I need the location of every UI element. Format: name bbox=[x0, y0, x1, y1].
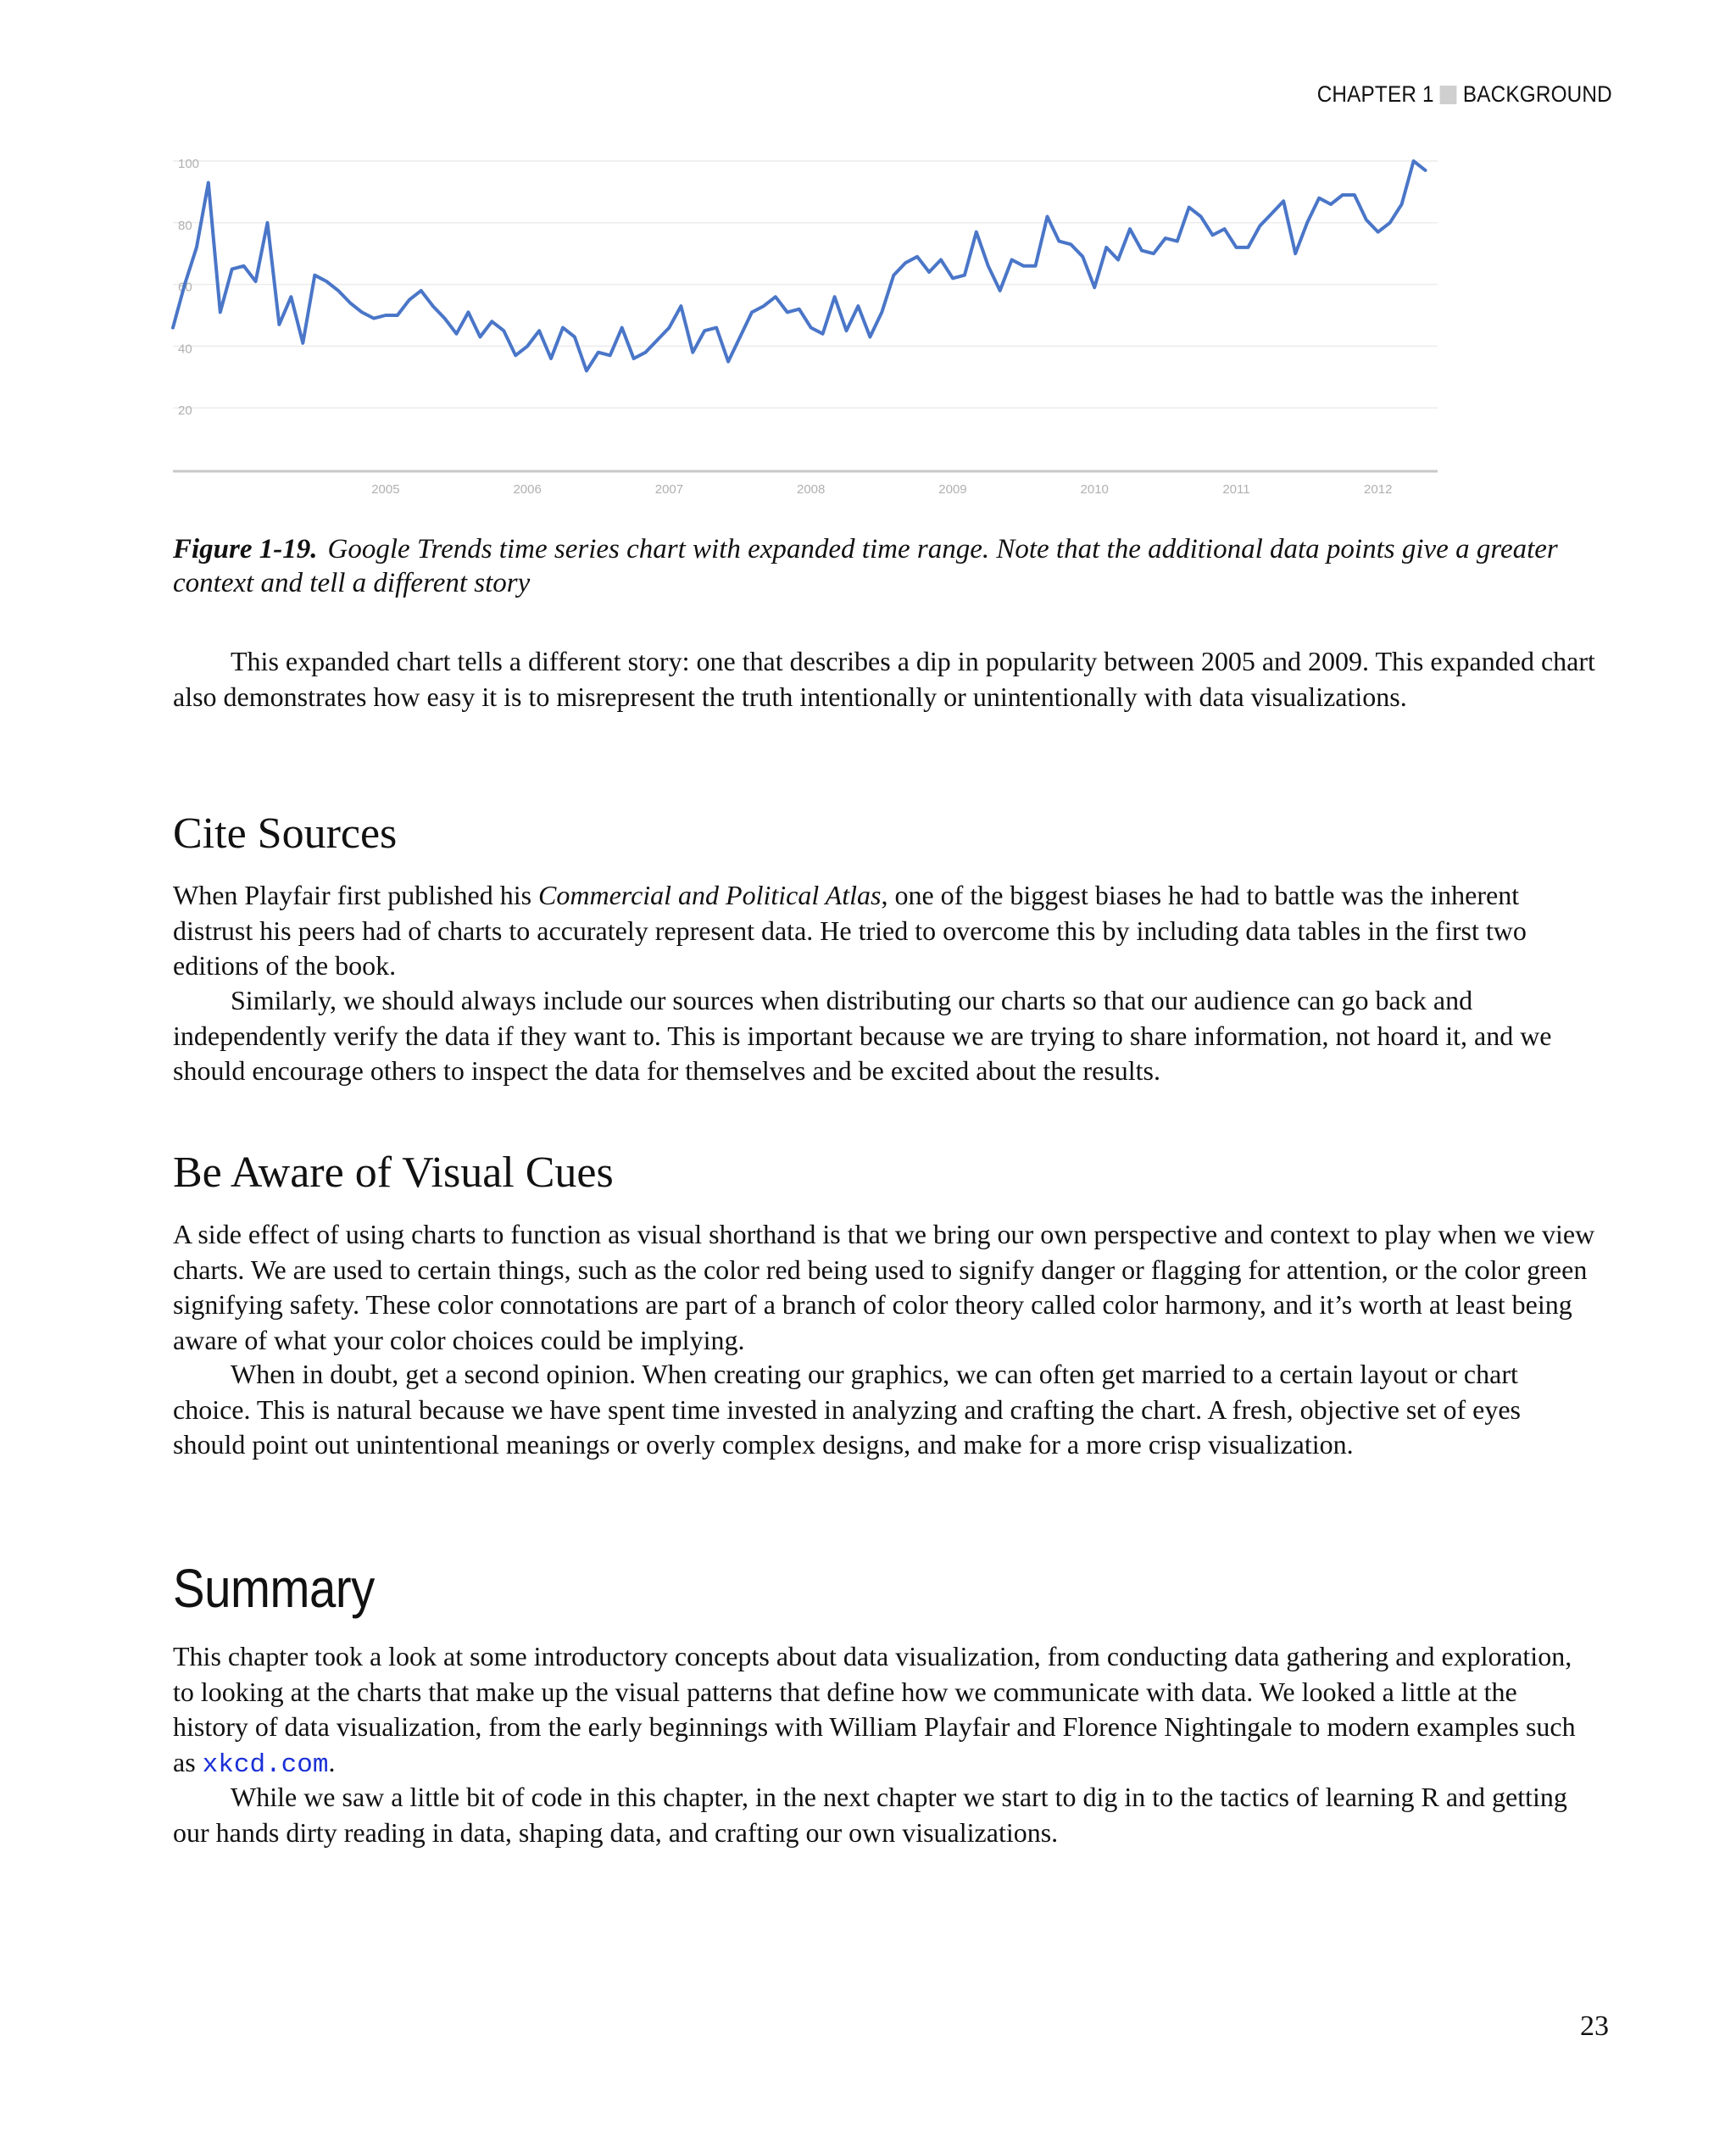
x-tick-label-2012: 2012 bbox=[1364, 482, 1393, 497]
google-trends-chart bbox=[166, 151, 1446, 507]
x-tick-label-2009: 2009 bbox=[938, 482, 967, 497]
x-tick-label-2007: 2007 bbox=[654, 482, 684, 497]
paragraph-visual-shorthand: A side effect of using charts to function as visual shorthand is that we bring our own perspective and context to play when we view charts. We are used to certain things, such as the color red being used to signify danger or flagging for attention, or the color green signifying safety. These color connotations are part of a branch of color theory called color harmony, and it’s worth at least being aware of what your color choices could be implying. bbox=[173, 1219, 1595, 1355]
running-head bbox=[1317, 81, 1612, 108]
heading-cite-sources: Cite Sources bbox=[173, 809, 398, 858]
x-tick-label-2008: 2008 bbox=[797, 482, 826, 497]
figure-caption bbox=[173, 532, 1614, 600]
x-tick-label-2010: 2010 bbox=[1080, 482, 1109, 497]
y-tick-label: 80 bbox=[178, 218, 192, 233]
page-number: 23 bbox=[1580, 2010, 1609, 2042]
atlas-title: Commercial and Political Atlas bbox=[538, 880, 882, 910]
y-tick-label: 60 bbox=[178, 280, 192, 295]
xkcd-link[interactable]: xkcd.com bbox=[202, 1749, 329, 1780]
paragraph-summary bbox=[173, 1639, 1599, 1782]
y-tick-label: 100 bbox=[178, 157, 200, 171]
paragraph-second-opinion: When in doubt, get a second opinion. When creating our graphics, we can often get married to a certain layout or chart choice. This is natural because we have spent time invested in analyzing and crafting the chart. A fresh, objective set of eyes should point out unintentional meanings or overly complex designs, and make for a more crisp visualization. bbox=[173, 1359, 1521, 1460]
paragraph-expanded-chart: This expanded chart tells a different story: one that describes a dip in popularity between 2005 and 2009. This expanded chart also demonstrates how easy it is to misrepresent the truth intentionally or unintentionally with data visualizations. bbox=[173, 646, 1595, 712]
paragraph-next-chapter: While we saw a little bit of code in this chapter, in the next chapter we start to dig in to the tactics of learning R and getting our hands dirty reading in data, shaping data, and crafting our own visualizations. bbox=[173, 1782, 1567, 1848]
y-tick-label: 20 bbox=[178, 403, 192, 419]
heading-visual-cues: Be Aware of Visual Cues bbox=[173, 1148, 614, 1197]
y-tick-label: 40 bbox=[178, 342, 192, 357]
x-tick-label-2005: 2005 bbox=[371, 482, 400, 497]
x-tick-label-2011: 2011 bbox=[1222, 482, 1250, 497]
trend-series-line bbox=[173, 161, 1426, 371]
paragraph-playfair bbox=[173, 878, 1599, 984]
paragraph-playfair-before: When Playfair first published his bbox=[173, 880, 539, 910]
x-tick-label-2006: 2006 bbox=[513, 482, 542, 497]
heading-summary: Summary bbox=[173, 1558, 375, 1619]
running-head-title: BACKGROUND bbox=[1463, 81, 1612, 107]
paragraph-summary-before: This chapter took a look at some introductory concepts about data visualization, from conducting data gathering and exploration, to looking at the charts that make up the visual patterns that define how we communicate with data. We looked a little at the history of data visualization, from the early beginnings with William Playfair and Florence Nightingale to modern examples such as bbox=[173, 1641, 1576, 1777]
figure-label: Figure 1-19. bbox=[173, 534, 318, 564]
paragraph-include-sources: Similarly, we should always include our sources when distributing our charts so that our audience can go back and independently verify the data if they want to. This is important because we are trying to share information, not hoard it, and we should encourage others to inspect the data for themselves and be excited about the results. bbox=[173, 985, 1552, 1086]
running-head-chapter: CHAPTER 1 bbox=[1316, 81, 1434, 107]
paragraph-playfair-after: , one of the biggest biases he had to battle was the inherent distrust his peers had of charts to accurately represent data. He tried to overcome this by including data tables in the first two editions of the book. bbox=[173, 880, 1527, 981]
paragraph-summary-after: . bbox=[328, 1746, 336, 1777]
figure-caption-text: Google Trends time series chart with expanded time range. Note that the additional data points give a greater context and tell a different story bbox=[173, 534, 1558, 598]
running-head-separator-square bbox=[1440, 86, 1457, 104]
line-chart-svg bbox=[166, 151, 1446, 507]
